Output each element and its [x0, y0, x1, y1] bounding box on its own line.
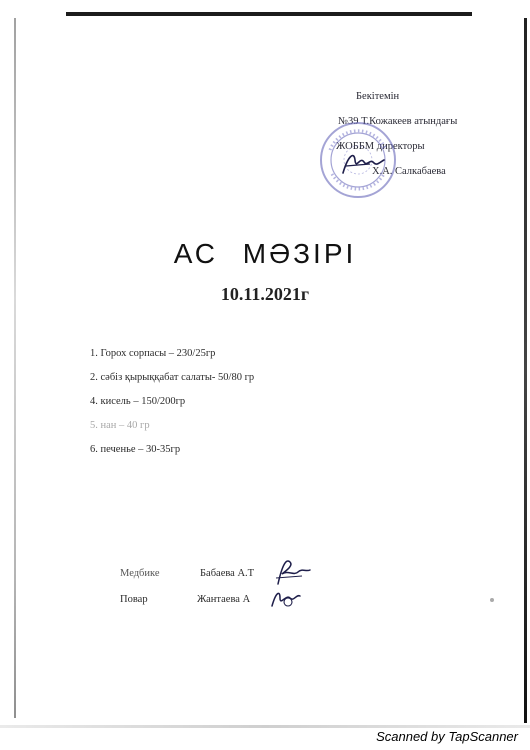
document-date: 10.11.2021г: [220, 284, 310, 304]
cook-signature-icon: [268, 586, 304, 612]
menu-item: 2. сәбіз қырыққабат салаты- 50/80 гр: [90, 372, 255, 383]
scanner-watermark: Scanned by TapScanner: [376, 729, 518, 744]
scan-left-edge: [14, 18, 16, 718]
approval-line: №39 Т.Кожакеев атындағы: [338, 116, 458, 127]
approval-line: ЖОББМ директоры: [336, 141, 425, 152]
document-title: АС МӘЗІРІ: [173, 238, 357, 269]
menu-item: 1. Горох сорпасы – 230/25гр: [90, 348, 216, 359]
nurse-signature-icon: [272, 556, 312, 588]
approval-line: Х.А. Салкабаева: [372, 166, 446, 177]
approval-line: Бекітемін: [356, 91, 400, 102]
scan-bottom-edge: [0, 725, 530, 728]
signature-name-nurse: Бабаева А.Т: [200, 568, 255, 579]
menu-list: [90, 348, 410, 468]
signature-name-cook: Жантаева А: [197, 594, 251, 605]
scan-top-edge: [66, 12, 472, 16]
director-signature-icon: [340, 148, 386, 178]
menu-item: 4. кисель – 150/200гр: [90, 396, 186, 407]
signature-role-cook: Повар: [120, 594, 148, 605]
signature-role-nurse: Медбике: [120, 568, 160, 579]
menu-item: 5. нан – 40 гр: [90, 420, 150, 431]
scan-speck: [490, 598, 494, 602]
menu-item: 6. печенье – 30-35гр: [90, 444, 181, 455]
scan-right-edge: [524, 18, 527, 723]
